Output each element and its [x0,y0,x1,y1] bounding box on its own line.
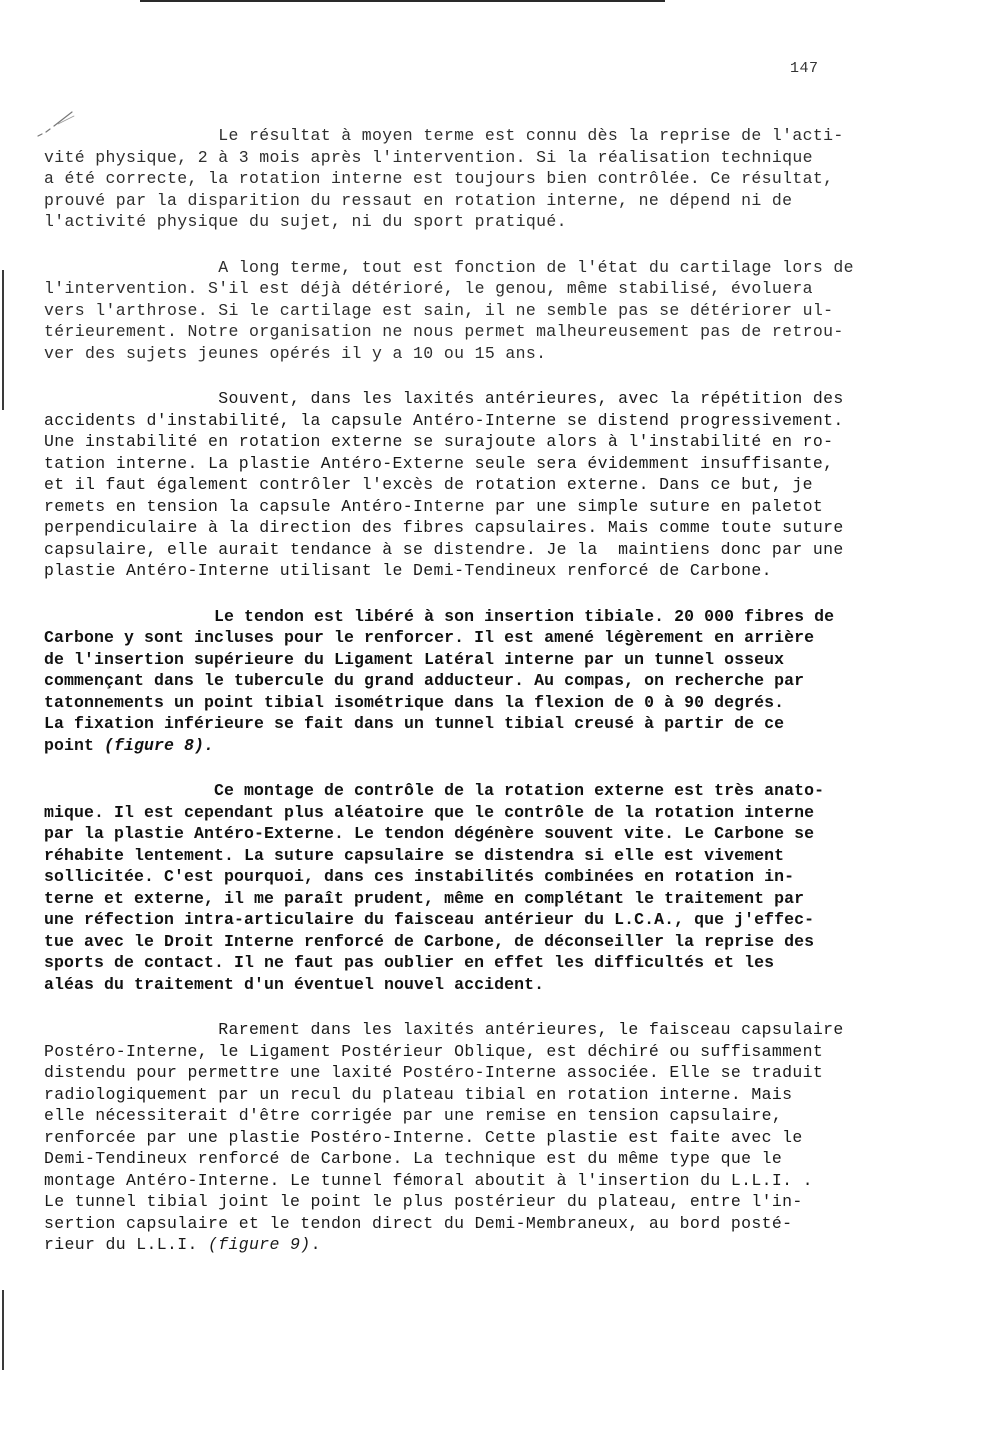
text-line: capsulaire, elle aurait tendance à se distendre. Je la maintiens donc par une [44,539,844,559]
text-line: Carbone y sont incluses pour le renforcer. Il est amené légèrement en arrière [44,628,815,647]
document-body [44,125,874,1256]
figure-reference: (figure 9) [208,1235,311,1254]
text-line: radiologiquement par un recul du plateau tibial en rotation interne. Mais [44,1084,793,1104]
text-line: tue avec le Droit Interne renforcé de Carbone, de déconseiller la reprise des [44,931,815,951]
text-line: de l'insertion supérieure du Ligament Latéral interne par un tunnel osseux [44,649,785,669]
left-edge-scan-mark [2,270,4,410]
text-line: sollicitée. C'est pourquoi, dans ces instabilités combinées en rotation in- [44,867,795,886]
paragraph-anterior-laxity [44,388,874,582]
paragraph-posterior-internal [44,1019,874,1256]
text-line: l'intervention. S'il est déjà détérioré, le genou, même stabilisé, évoluera [44,279,813,298]
page-number: 147 [790,60,819,77]
text-line: vers l'arthrose. Si le cartilage est sain, il ne semble pas se détériorer ul- [44,300,834,320]
text-line: point [44,735,105,755]
text-line: rieur du L.L.I. [44,1235,209,1254]
paragraph-long-term [44,257,874,365]
text-line: réhabite lentement. La suture capsulaire se distendra si elle est vivement [44,845,785,865]
text-line: Rarement dans les laxités antérieures, le faisceau capsulaire [44,1020,844,1039]
paragraph-medium-term-result [44,125,874,233]
text-line: perpendiculaire à la direction des fibres capsulaires. Mais comme toute suture [44,518,844,537]
text-line: vité physique, 2 à 3 mois après l'intervention. Si la réalisation technique [44,147,813,167]
text-line: sertion capsulaire et le tendon direct du Demi-Membraneux, au bord posté- [44,1213,793,1233]
text-line: térieurement. Notre organisation ne nous permet malheureusement pas de retrou- [44,322,844,341]
text-line: aléas du traitement d'un éventuel nouvel accident. [44,974,545,994]
paragraph-tendon-technique [44,606,874,757]
text-line: La fixation inférieure se fait dans un tunnel tibial creusé à partir de ce [44,714,785,733]
text-line: Une instabilité en rotation externe se surajoute alors à l'instabilité en ro- [44,432,834,451]
text-line: Le tunnel tibial joint le point le plus postérieur du plateau, entre l'in- [44,1192,803,1211]
text-line: Le résultat à moyen terme est connu dès la reprise de l'acti- [44,126,844,145]
text-line: l'activité physique du sujet, ni du sport pratiqué. [44,212,567,231]
text-line: et il faut également contrôler l'excès de rotation externe. Dans ce but, je [44,475,813,494]
text-line: commençant dans le tubercule du grand adducteur. Au compas, on recherche par [44,671,805,690]
text-line: accidents d'instabilité, la capsule Antéro-Interne se distend progressivement. [44,410,844,430]
text-line: distendu pour permettre une laxité Postéro-Interne associée. Elle se traduit [44,1063,824,1082]
text-line: prouvé par la disparition du ressaut en rotation interne, ne dépend ni de [44,190,793,210]
text-line: terne et externe, il me paraît prudent, même en complétant le traitement par [44,888,805,908]
text-line: Ce montage de contrôle de la rotation externe est très anato- [44,781,825,800]
left-edge-scan-mark [2,1290,4,1370]
text-line: Postéro-Interne, le Ligament Postérieur Oblique, est déchiré ou suffisamment [44,1041,824,1061]
text-line: tatonnements un point tibial isométrique dans la flexion de 0 à 90 degrés. [44,692,785,712]
text-line: montage Antéro-Interne. Le tunnel fémoral aboutit à l'insertion du L.L.I. . [44,1170,813,1190]
text-line: renforcée par une plastie Postéro-Interne. Cette plastie est faite avec le [44,1127,803,1147]
figure-reference: (figure 8). [104,735,215,755]
text-line: Le tendon est libéré à son insertion tibiale. 20 000 fibres de [44,606,835,626]
text-line: elle nécessiterait d'être corrigée par une remise en tension capsulaire, [44,1106,783,1125]
text-tail: . [310,1235,321,1254]
text-line: Demi-Tendineux renforcé de Carbone. La technique est du même type que le [44,1149,783,1168]
text-line: Souvent, dans les laxités antérieures, avec la répétition des [44,389,844,408]
text-line: une réfection intra-articulaire du faisceau antérieur du L.C.A., que j'effec- [44,910,815,929]
text-line: sports de contact. Il ne faut pas oublier en effet les difficultés et les [44,953,775,972]
text-line: tation interne. La plastie Antéro-Externe seule sera évidemment insuffisante, [44,453,834,473]
text-line: par la plastie Antéro-Externe. Le tendon dégénère souvent vite. Le Carbone se [44,824,815,843]
paragraph-external-rotation-control [44,780,874,995]
top-scan-rule [140,0,665,2]
text-line: plastie Antéro-Interne utilisant le Demi-Tendineux renforcé de Carbone. [44,561,772,580]
text-line: mique. Il est cependant plus aléatoire que le contrôle de la rotation interne [44,802,815,822]
text-line: remets en tension la capsule Antéro-Interne par une simple suture en paletot [44,496,824,516]
text-line: a été correcte, la rotation interne est toujours bien contrôlée. Ce résultat, [44,169,834,188]
text-line: A long terme, tout est fonction de l'état du cartilage lors de [44,257,854,277]
text-line: ver des sujets jeunes opérés il y a 10 ou 15 ans. [44,343,547,363]
